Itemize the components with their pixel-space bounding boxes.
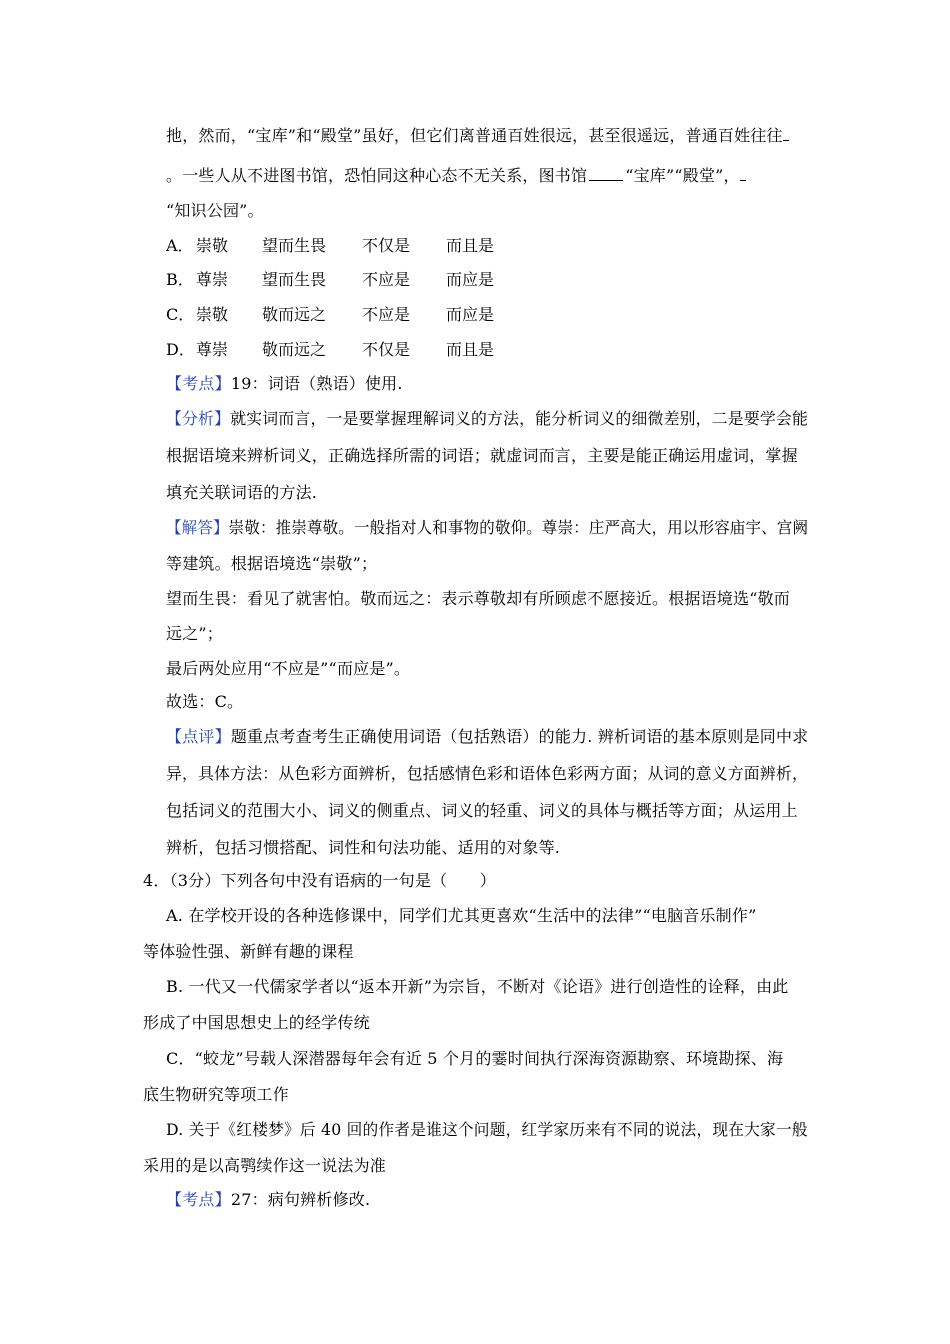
q3-jieda-line6: 故选：C。 [166, 692, 244, 711]
option-word-2: 望而生畏 [262, 270, 327, 289]
option-word-4: 而应是 [446, 270, 495, 289]
option-word-2: 敬而远之 [262, 340, 327, 359]
q3-fenxi-line3: 填充关联词语的方法. [166, 483, 318, 502]
kaodian-text: 19：词语（熟语）使用. [230, 374, 403, 393]
q4-option-d-line2: 采用的是以高鹗续作这一说法为准 [143, 1156, 387, 1175]
q3-line2-text-a: 。一些人从不进图书馆，恐怕同这种心态不无关系，图书馆 [166, 166, 588, 185]
q4-stem: 4．（3分）下列各句中没有语病的一句是（ ） [143, 871, 496, 890]
q3-text-line3: “知识公园”。 [166, 201, 264, 220]
option-word-2: 敬而远之 [262, 305, 327, 324]
option-word-1: 崇敬 [196, 236, 229, 255]
q3-blank-3 [740, 166, 746, 181]
q3-text-line2 [166, 166, 746, 186]
option-word-4: 而且是 [446, 340, 495, 359]
dianping-tag: 【点评】 [166, 727, 231, 746]
q3-line2-text-b: “宝库”“殿堂”， [625, 166, 740, 185]
option-word-1: 崇敬 [196, 305, 229, 324]
q4-option-c-line2: 底生物研究等项工作 [143, 1085, 289, 1104]
option-letter: D． [166, 340, 195, 359]
option-word-4: 而且是 [446, 236, 495, 255]
option-word-3: 不应是 [362, 305, 411, 324]
q4-option-c-line1: C．“蛟龙”号载人深潜器每年会有近 5 个月的霎时间执行深海资源勘察、环境勘探、海 [166, 1049, 784, 1068]
option-d [166, 340, 566, 360]
option-word-3: 不应是 [362, 270, 411, 289]
fenxi-tag: 【分析】 [166, 409, 231, 428]
q3-dianping-line1 [166, 727, 808, 747]
option-letter: A． [166, 236, 194, 255]
q4-kaodian [166, 1190, 370, 1210]
q3-text-line1 [166, 126, 789, 146]
q4-option-b-line1: B. 一代又一代儒家学者以“返本开新”为宗旨，不断对《论语》进行创造性的诠释，由此 [166, 977, 789, 996]
q4-option-a-line2: 等体验性强、新鲜有趣的课程 [143, 942, 354, 961]
q3-fenxi-line2: 根据语境来辨析词义，正确选择所需的词语；就虚词而言，主要是能正确运用虚词，掌握 [166, 446, 798, 465]
option-letter: B． [166, 270, 194, 289]
jieda-tag: 【解答】 [166, 518, 229, 537]
q4-option-a-line1: A. 在学校开设的各种选修课中，同学们尤其更喜欢“生活中的法律”“电脑音乐制作” [166, 906, 757, 925]
q3-line1-text: 扡，然而，“宝库”和“殿堂”虽好，但它们离普通百姓很远，甚至很遥远，普通百姓往往 [166, 126, 783, 145]
q3-jieda-line4: 远之”； [166, 624, 223, 643]
q3-jieda-line5: 最后两处应用“不应是”“而应是”。 [166, 659, 411, 678]
kaodian-tag: 【考点】 [166, 374, 231, 393]
option-a [166, 236, 566, 256]
option-word-1: 尊崇 [196, 340, 229, 359]
q4-option-b-line2: 形成了中国思想史上的经学传统 [143, 1013, 370, 1032]
q3-blank-2 [589, 166, 623, 181]
q3-dianping-line3: 包括词义的范围大小、词义的侧重点、词义的轻重、词义的具体与概括等方面；从运用上 [166, 801, 798, 820]
q4-option-d-line1: D. 关于《红楼梦》后 40 回的作者是谁这个问题，红学家历来有不同的说法，现在大家一般 [166, 1120, 808, 1139]
q3-jieda-line3: 望而生畏：看见了就害怕。敬而远之：表示尊敬却有所顾虑不愿接近。根据语境选“敬而 [166, 589, 790, 608]
q3-dianping-line4: 辨析，包括习惯搭配、词性和句法功能、适用的对象等. [166, 838, 561, 857]
option-word-3: 不仅是 [362, 236, 411, 255]
option-word-4: 而应是 [446, 305, 495, 324]
q3-jieda-line2: 等建筑。根据语境选“崇敬”； [166, 554, 378, 573]
q3-kaodian [166, 374, 403, 394]
q3-dianping-line2: 异，具体方法：从色彩方面辨析，包括感情色彩和语体色彩两方面；从词的意义方面辨析， [166, 764, 809, 783]
fenxi-text-1: 就实词而言，一是要掌握理解词义的方法，能分析词义的细微差别，二是要学会能 [230, 409, 809, 428]
option-b [166, 270, 566, 290]
dianping-text-1: 题重点考查考生正确使用词语（包括熟语）的能力. 辨析词语的基本原则是同中求 [230, 727, 809, 746]
option-word-1: 尊崇 [196, 270, 229, 289]
kaodian-text: 27：病句辨析修改. [230, 1190, 371, 1209]
q3-jieda-line1 [166, 518, 808, 538]
option-c [166, 305, 566, 325]
kaodian-tag: 【考点】 [166, 1190, 231, 1209]
option-word-2: 望而生畏 [262, 236, 327, 255]
jieda-text-1: 崇敬：推崇尊敬。一般指对人和事物的敬仰。尊崇：庄严高大，用以形容庙宇、宫阙 [228, 518, 809, 537]
option-word-3: 不仅是 [362, 340, 411, 359]
option-letter: C． [166, 305, 195, 324]
q3-fenxi-line1 [166, 409, 808, 429]
q3-blank-1 [783, 126, 789, 141]
